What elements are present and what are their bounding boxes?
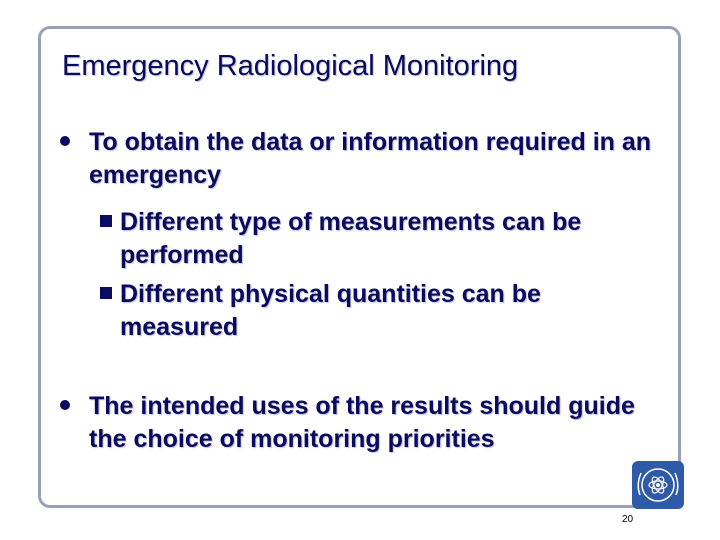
square-bullet-icon xyxy=(100,287,112,299)
sub-bullet-text-1: Different type of measurements can be performed xyxy=(120,208,582,269)
bullet-text-2: The intended uses of the results should guide the choice of monitoring priorities xyxy=(89,392,635,453)
bullet-dot-icon xyxy=(60,400,70,410)
bullet-dot-icon xyxy=(60,136,70,146)
bullet-text-1: To obtain the data or information required in an emergency xyxy=(89,128,652,189)
slide-title: Emergency Radiological Monitoring xyxy=(62,50,519,82)
sub-bullet-text-2: Different physical quantities can be measured xyxy=(120,280,541,341)
iaea-emblem-icon xyxy=(632,461,684,509)
page-number: 20 xyxy=(622,514,634,525)
square-bullet-icon xyxy=(100,215,112,227)
